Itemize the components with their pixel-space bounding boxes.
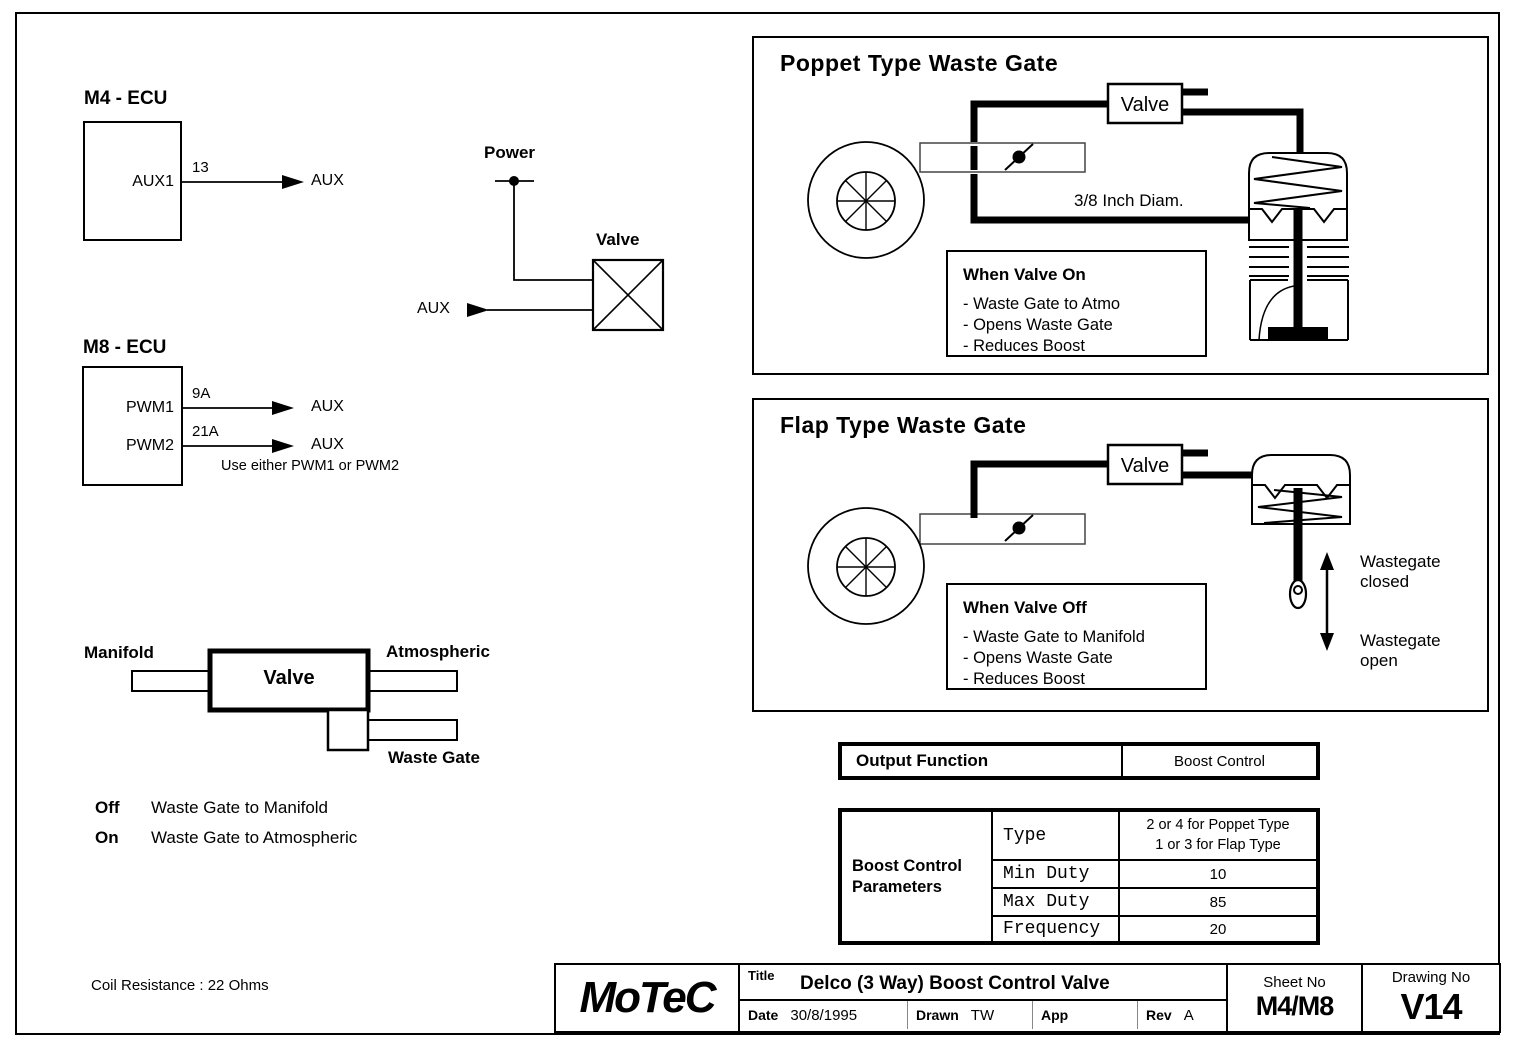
poppet-panel bbox=[752, 36, 1489, 375]
when-valve-on-box bbox=[946, 250, 1207, 357]
turbo-duct bbox=[920, 143, 1085, 172]
info-item: - Opens Waste Gate bbox=[963, 316, 1113, 334]
sheet-no-value: M4/M8 bbox=[1255, 991, 1334, 1021]
when-valve-off-box bbox=[946, 583, 1207, 690]
info-title: When Valve Off bbox=[963, 598, 1087, 617]
rev-value: A bbox=[1183, 1006, 1194, 1024]
param-value-max-duty: 85 bbox=[1120, 889, 1316, 917]
motec-logo: MoTeC bbox=[579, 973, 715, 1022]
param-name-frequency: Frequency bbox=[993, 917, 1120, 941]
legend-off-value: Waste Gate to Manifold bbox=[151, 798, 329, 817]
valve-box-label: Valve bbox=[1120, 94, 1170, 116]
m8-signal2-label: AUX bbox=[311, 436, 344, 453]
m4-pin-number: 13 bbox=[192, 159, 209, 176]
m8-signal1-label: AUX bbox=[311, 398, 344, 415]
valve-box-label: Valve bbox=[1120, 455, 1170, 477]
atmospheric-label: Atmospheric bbox=[386, 642, 490, 661]
aux-arrowhead bbox=[467, 303, 489, 317]
param-name-type: Type bbox=[993, 812, 1120, 861]
title-block bbox=[554, 963, 1501, 1033]
m4-port-label: AUX1 bbox=[132, 173, 174, 190]
info-item: - Waste Gate to Atmo bbox=[963, 295, 1121, 313]
wastegate-closed-label: Wastegate closed bbox=[1360, 552, 1441, 592]
m4-signal-label: AUX bbox=[311, 172, 344, 189]
date-cell bbox=[740, 1001, 908, 1029]
output-function-table bbox=[838, 742, 1320, 780]
atmospheric-pipe bbox=[368, 671, 457, 691]
valve-port-box bbox=[328, 710, 368, 750]
power-aux-label: AUX bbox=[417, 300, 450, 317]
drawn-cell bbox=[908, 1001, 1033, 1029]
param-value-frequency: 20 bbox=[1209, 920, 1227, 938]
info-item: - Reduces Boost bbox=[963, 337, 1085, 355]
valve-symbol-label: Valve bbox=[596, 230, 640, 249]
wastegate-open-label: Wastegate open bbox=[1360, 631, 1441, 671]
m4-title: M4 - ECU bbox=[84, 88, 168, 109]
flap-pivot bbox=[1290, 580, 1306, 608]
flap-panel-title: Flap Type Waste Gate bbox=[780, 412, 1027, 438]
output-function-label: Output Function bbox=[842, 746, 1123, 776]
poppet-valve-head bbox=[1268, 327, 1328, 339]
param-value-type bbox=[1120, 812, 1316, 861]
meta-row bbox=[740, 1001, 1226, 1029]
info-title: When Valve On bbox=[963, 265, 1086, 284]
param-value-type-line2: 1 or 3 for Flap Type bbox=[1155, 836, 1281, 853]
legend-on-value: Waste Gate to Atmospheric bbox=[151, 828, 358, 847]
waste-gate-label: Waste Gate bbox=[388, 748, 480, 767]
drawn-value: TW bbox=[970, 1006, 995, 1024]
title-block-middle bbox=[740, 965, 1228, 1031]
motion-arrow bbox=[1320, 552, 1334, 651]
drawing-no-value: V14 bbox=[1400, 985, 1462, 1027]
rev-label: Rev bbox=[1146, 1007, 1172, 1023]
title-label: Title bbox=[748, 968, 775, 983]
power-valve-symbol bbox=[467, 176, 663, 330]
m8-note: Use either PWM1 or PWM2 bbox=[221, 458, 400, 474]
hose-diameter-label: 3/8 Inch Diam. bbox=[1074, 191, 1184, 210]
info-item: - Opens Waste Gate bbox=[963, 649, 1113, 667]
m8-port1-label: PWM1 bbox=[126, 399, 174, 416]
wire-arrowhead bbox=[272, 439, 294, 453]
drawing-no-cell bbox=[1363, 965, 1499, 1031]
turbo-compressor bbox=[808, 142, 924, 258]
turbo-compressor bbox=[808, 508, 924, 624]
m8-port2-label: PWM2 bbox=[126, 437, 174, 454]
wire-arrowhead bbox=[282, 175, 304, 189]
param-value-type-line1: 2 or 4 for Poppet Type bbox=[1146, 816, 1290, 833]
drawing-title: Delco (3 Way) Boost Control Valve bbox=[800, 973, 1110, 994]
solenoid-valve-box bbox=[1108, 84, 1182, 123]
turbo-duct bbox=[920, 514, 1085, 544]
param-name-max-duty: Max Duty bbox=[993, 889, 1120, 917]
sheet-no-cell bbox=[1228, 965, 1363, 1031]
poppet-panel-title: Poppet Type Waste Gate bbox=[780, 50, 1059, 76]
info-item: - Reduces Boost bbox=[963, 670, 1085, 688]
power-label: Power bbox=[484, 143, 536, 162]
drawing-no-label: Drawing No bbox=[1391, 968, 1471, 986]
drawn-label: Drawn bbox=[916, 1007, 959, 1023]
app-label: App bbox=[1041, 1007, 1069, 1023]
sheet-no-label: Sheet No bbox=[1263, 974, 1326, 991]
title-row bbox=[740, 965, 1226, 1001]
legend-off-key: Off bbox=[95, 798, 120, 817]
wire-arrowhead bbox=[272, 401, 294, 415]
wastegate-pipe bbox=[368, 720, 457, 740]
three-way-valve-label: Valve bbox=[263, 667, 315, 689]
left-schematic bbox=[0, 0, 750, 1049]
date-label: Date bbox=[748, 1007, 779, 1023]
motec-logo-cell bbox=[556, 965, 740, 1031]
manifold-pipe bbox=[132, 671, 210, 691]
coil-resistance-note: Coil Resistance : 22 Ohms bbox=[91, 977, 269, 994]
m8-title: M8 - ECU bbox=[83, 337, 167, 358]
app-cell bbox=[1033, 1001, 1138, 1029]
solenoid-valve-box bbox=[1108, 445, 1182, 484]
manifold-label: Manifold bbox=[84, 643, 154, 662]
m8-pin2-number: 21A bbox=[192, 423, 219, 440]
flap-panel bbox=[752, 398, 1489, 712]
legend-on-key: On bbox=[95, 828, 119, 847]
param-value-min-duty: 10 bbox=[1120, 861, 1316, 889]
info-item: - Waste Gate to Manifold bbox=[963, 628, 1145, 646]
rev-cell bbox=[1138, 1001, 1226, 1029]
output-function-value: Boost Control bbox=[1174, 752, 1265, 770]
param-name-min-duty: Min Duty bbox=[993, 861, 1120, 889]
boost-parameters-header: Boost Control Parameters bbox=[842, 812, 993, 941]
m8-pin1-number: 9A bbox=[192, 385, 211, 402]
date-value: 30/8/1995 bbox=[790, 1006, 858, 1024]
boost-parameters-table bbox=[838, 808, 1320, 945]
